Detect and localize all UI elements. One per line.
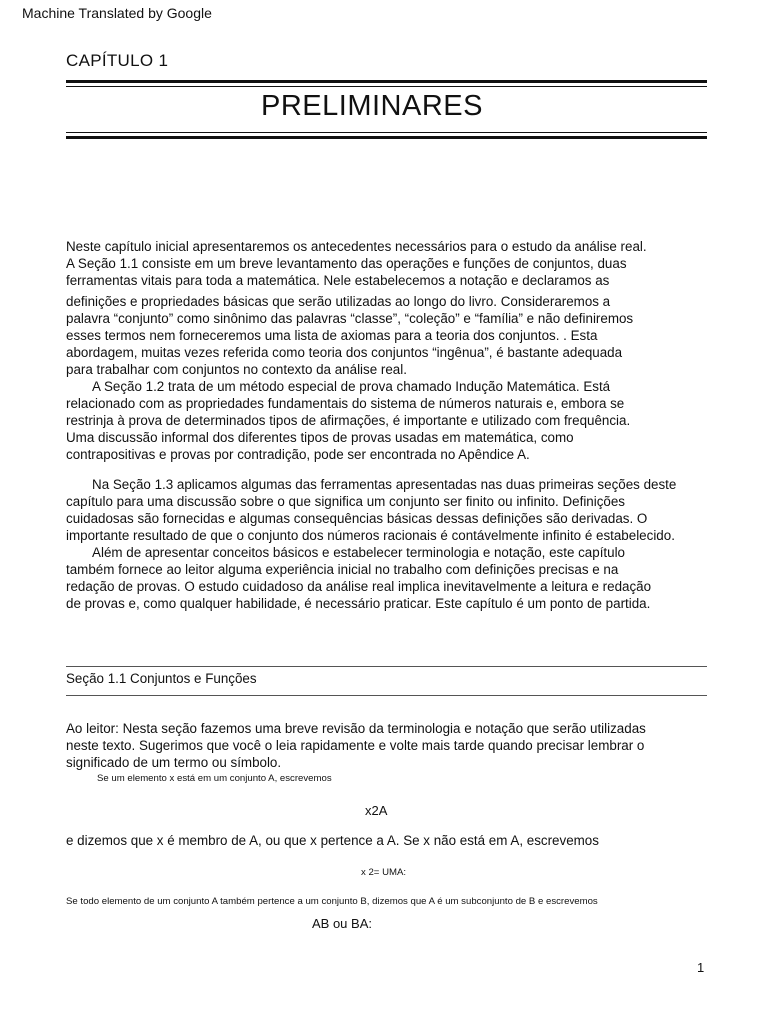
element-note: Se um elemento x está em um conjunto A, escrevemos — [97, 773, 332, 784]
divider — [66, 695, 707, 696]
text-line: de provas e, como qualquer habilidade, é necessário praticar. Este capítulo é um ponto de partida. — [66, 596, 651, 611]
text-line: palavra “conjunto” como sinônimo das palavras “classe”, “coleção” e “família” e não definiremos — [66, 311, 634, 326]
divider — [66, 80, 707, 83]
subset-text: Se todo elemento de um conjunto A também pertence a um conjunto B, dizemos que A é um subconjunto de B e escrevemos — [66, 896, 598, 907]
text-line: restrinja à prova de determinados tipos de afirmações, é importante e utilizado com frequência. — [66, 413, 631, 428]
text-line: redação de provas. O estudo cuidadoso da análise real implica inevitavelmente a leitura e redação — [66, 579, 652, 594]
text-line: também fornece ao leitor alguma experiência inicial no trabalho com definições precisas e na — [66, 562, 619, 577]
divider — [66, 136, 707, 139]
text-line: e dizemos que x é membro de A, ou que x pertence a A. Se x não está em A, escrevemos — [66, 833, 599, 848]
divider — [66, 132, 707, 133]
text-line: A Seção 1.1 consiste em um breve levantamento das operações e funções de conjuntos, duas — [66, 256, 627, 271]
text-line: Na Seção 1.3 aplicamos algumas das ferramentas apresentadas nas duas primeiras seções deste — [66, 477, 677, 492]
text-line: ferramentas vitais para toda a matemática. Nele estabelecemos a notação e declaramos as — [66, 273, 610, 288]
text-line: para trabalhar com conjuntos no contexto da análise real. — [66, 362, 407, 377]
text-line: relacionado com as propriedades fundamentais do sistema de números naturais e, embora se — [66, 396, 625, 411]
text-line: Uma discussão informal dos diferentes tipos de provas usadas em matemática, como — [66, 430, 574, 445]
page-number: 1 — [697, 960, 705, 975]
reader-note — [66, 720, 711, 771]
translation-banner: Machine Translated by Google — [22, 5, 212, 21]
formula-not-member: x 2= UMA: — [361, 867, 407, 878]
second-paragraph — [66, 476, 711, 612]
chapter-label: CAPÍTULO 1 — [66, 51, 169, 70]
intro-paragraph — [66, 238, 711, 463]
member-paragraph — [66, 832, 711, 849]
text-line: neste texto. Sugerimos que você o leia rapidamente e volte mais tarde quando precisar lembrar o — [66, 738, 645, 753]
text-line: Ao leitor: Nesta seção fazemos uma breve revisão da terminologia e notação que serão utilizadas — [66, 721, 646, 736]
chapter-title: PRELIMINARES — [261, 90, 483, 122]
text-line: esses termos nem forneceremos uma lista de axiomas para a teoria dos conjuntos. . Esta — [66, 328, 598, 343]
text-line: abordagem, muitas vezes referida como teoria dos conjuntos “ingênua”, é bastante adequada — [66, 345, 623, 360]
text-line: cuidadosas são fornecidas e algumas consequências básicas dessas definições são derivadas. O — [66, 511, 648, 526]
text-line: significado de um termo ou símbolo. — [66, 755, 282, 770]
text-line: A Seção 1.2 trata de um método especial de prova chamado Indução Matemática. Está — [66, 379, 611, 394]
text-line: contrapositivas e provas por contradição, pode ser encontrada no Apêndice A. — [66, 447, 530, 462]
section-title: Seção 1.1 Conjuntos e Funções — [66, 671, 257, 686]
text-line: importante resultado de que o conjunto dos números racionais é contávelmente infinito é estabelecido. — [66, 528, 675, 543]
divider — [66, 666, 707, 667]
text-line: definições e propriedades básicas que serão utilizadas ao longo do livro. Consideraremos a — [66, 294, 611, 309]
text-line: Neste capítulo inicial apresentaremos os antecedentes necessários para o estudo da análise real. — [66, 239, 647, 254]
formula-subset: AB ou BA: — [312, 916, 372, 931]
formula-member: x2A — [365, 803, 388, 818]
text-line: Além de apresentar conceitos básicos e estabelecer terminologia e notação, este capítulo — [66, 545, 626, 560]
text-line: capítulo para uma discussão sobre o que significa um conjunto ser finito ou infinito. Definições — [66, 494, 626, 509]
divider — [66, 86, 707, 87]
